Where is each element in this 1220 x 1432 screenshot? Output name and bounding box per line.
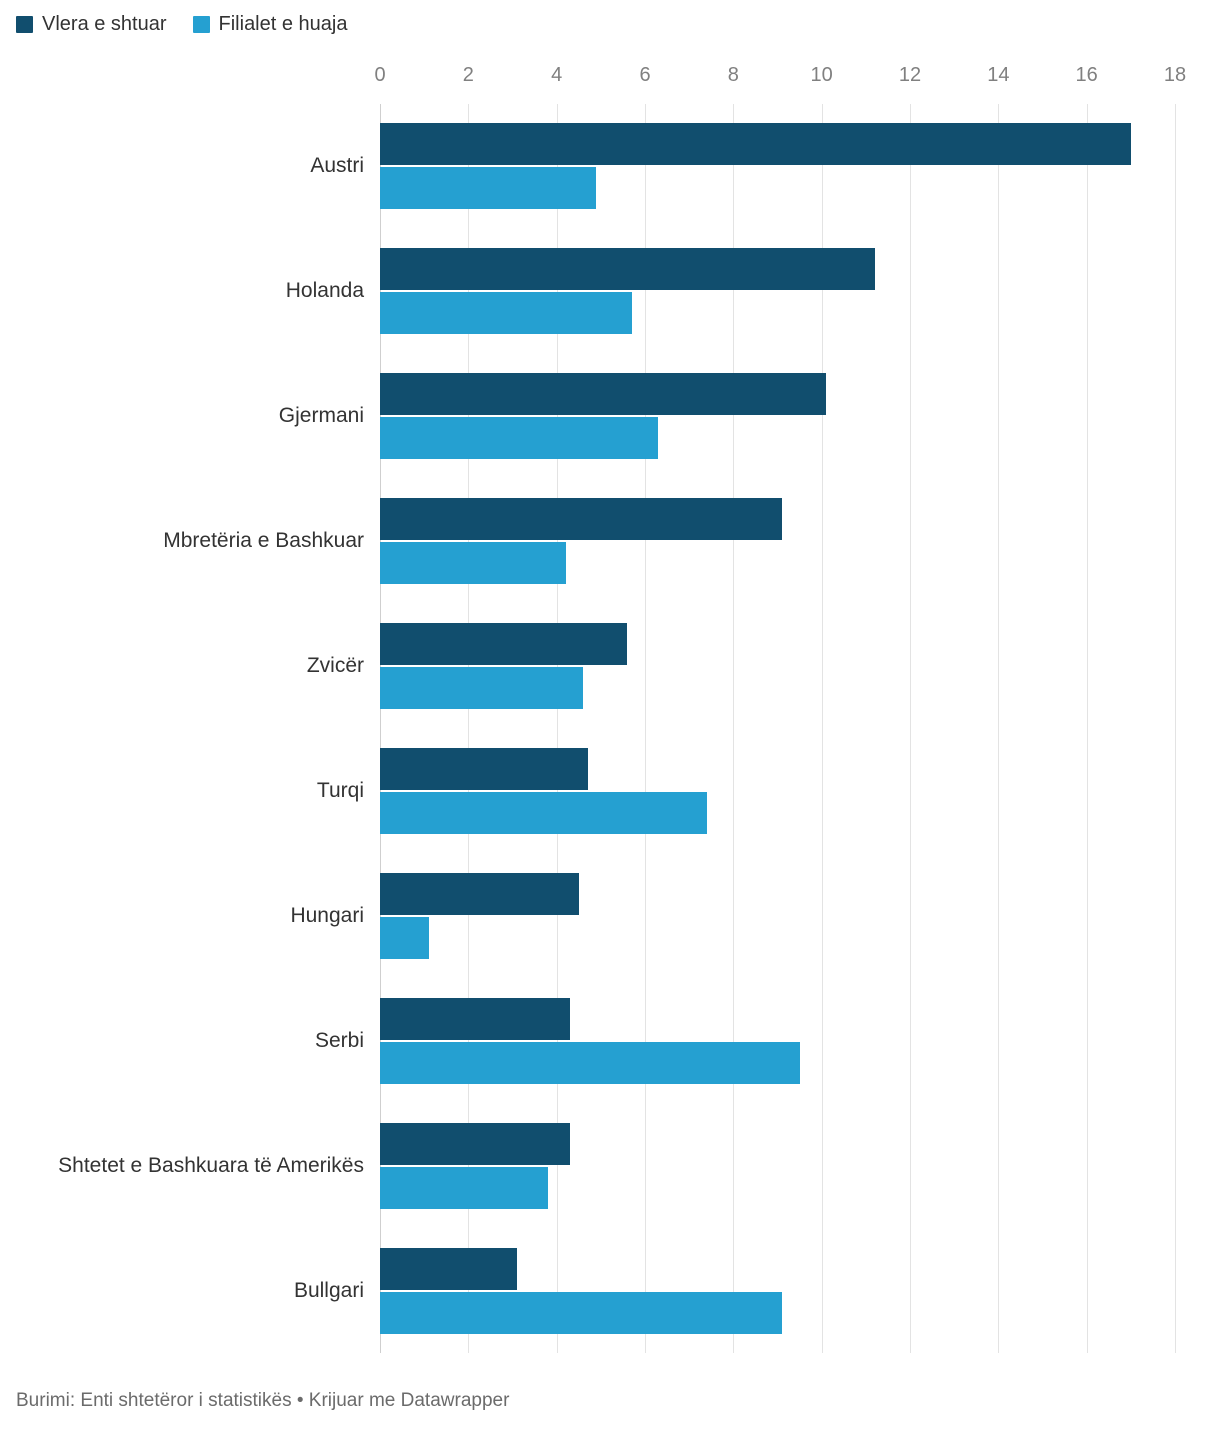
x-axis-tick-labels (374, 64, 1187, 94)
bar-vlera-e-shtuar[interactable] (380, 248, 875, 290)
bar-vlera-e-shtuar[interactable] (380, 123, 1131, 165)
chart-row (58, 1103, 1175, 1228)
x-axis-tick-label: 18 (1163, 64, 1187, 86)
x-axis-tick-label: 8 (727, 64, 739, 86)
chart-row (316, 729, 1175, 854)
chart-row (314, 978, 1175, 1103)
category-label: Turqi (316, 778, 364, 802)
bar-filialet-e-huaja[interactable] (380, 417, 658, 459)
chart-row (285, 229, 1175, 354)
bar-filialet-e-huaja[interactable] (380, 667, 583, 709)
x-axis-tick-label: 2 (462, 64, 474, 86)
x-axis-tick-label: 4 (551, 64, 563, 86)
legend-swatch-icon (193, 16, 210, 33)
bar-filialet-e-huaja[interactable] (380, 542, 566, 584)
chart-row (290, 853, 1175, 978)
chart-row (163, 479, 1175, 604)
category-label: Zvicër (306, 654, 364, 678)
bar-filialet-e-huaja[interactable] (380, 292, 632, 334)
bar-filialet-e-huaja[interactable] (380, 917, 429, 959)
legend-label: Vlera e shtuar (42, 13, 167, 35)
bar-filialet-e-huaja[interactable] (380, 792, 707, 834)
category-label: Shtetet e Bashkuara të Amerikës (58, 1153, 364, 1177)
category-label: Mbretëria e Bashkuar (163, 529, 364, 553)
legend-swatch-icon (16, 16, 33, 33)
chart-legend (16, 14, 347, 34)
category-label: Holanda (285, 279, 364, 303)
bar-vlera-e-shtuar[interactable] (380, 748, 588, 790)
category-label: Bullgari (293, 1278, 364, 1302)
bar-vlera-e-shtuar[interactable] (380, 623, 627, 665)
category-label: Austri (310, 154, 364, 178)
bar-vlera-e-shtuar[interactable] (380, 998, 570, 1040)
legend-item[interactable] (193, 14, 348, 34)
bar-vlera-e-shtuar[interactable] (380, 1123, 570, 1165)
legend-label: Filialet e huaja (218, 13, 348, 35)
bar-vlera-e-shtuar[interactable] (380, 873, 579, 915)
chart-source-note: Burimi: Enti shtetëror i statistikës • Krijuar me Datawrapper (16, 1390, 510, 1411)
plot-area (58, 104, 1175, 1353)
bar-filialet-e-huaja[interactable] (380, 1042, 800, 1084)
x-axis-tick-label: 12 (898, 64, 922, 86)
chart-row (310, 104, 1175, 229)
category-label: Hungari (290, 903, 364, 927)
bar-filialet-e-huaja[interactable] (380, 1292, 782, 1334)
x-axis-tick-label: 0 (374, 64, 386, 86)
x-axis-tick-label: 14 (987, 64, 1010, 86)
legend-item[interactable] (16, 14, 167, 34)
bar-filialet-e-huaja[interactable] (380, 1167, 548, 1209)
bar-vlera-e-shtuar[interactable] (380, 1248, 517, 1290)
chart-row (278, 354, 1175, 479)
gridline (1175, 104, 1176, 1353)
x-axis-tick-label: 16 (1075, 64, 1098, 86)
category-label: Gjermani (278, 404, 364, 428)
chart-row (306, 604, 1175, 729)
bar-vlera-e-shtuar[interactable] (380, 373, 826, 415)
chart-row (293, 1228, 1175, 1353)
x-axis-tick-label: 10 (810, 64, 833, 86)
bar-vlera-e-shtuar[interactable] (380, 498, 782, 540)
x-axis-tick-label: 6 (639, 64, 651, 86)
category-label: Serbi (314, 1028, 364, 1052)
bar-filialet-e-huaja[interactable] (380, 167, 596, 209)
